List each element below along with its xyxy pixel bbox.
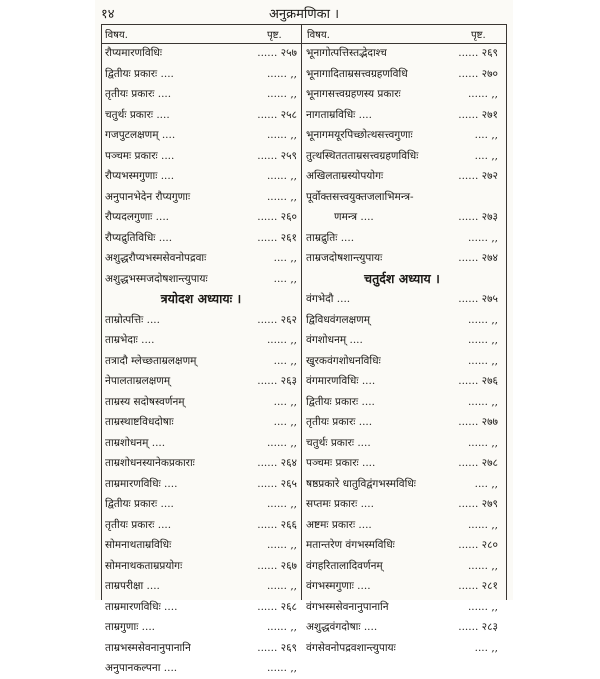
entry-page: ...... ,, xyxy=(467,231,498,244)
chapter-heading xyxy=(101,289,301,310)
entry-page: ...... २५९ xyxy=(257,149,297,162)
index-entry xyxy=(101,166,301,187)
chapter-heading xyxy=(302,269,502,290)
entry-subject: तुत्थस्थिततताम्रसत्त्वग्रहणविधिः xyxy=(306,149,419,162)
left-column xyxy=(101,43,301,679)
right-border xyxy=(506,24,507,600)
entry-subject: अशुद्धवंगदोषाः .... xyxy=(306,621,378,633)
index-entry xyxy=(101,269,301,290)
entry-subject: पञ्चमः प्रकारः .... xyxy=(306,457,376,469)
entry-page: .... ,, xyxy=(474,477,498,490)
entry-page: ...... ,, xyxy=(467,559,498,572)
entry-page: .... ,, xyxy=(273,395,297,408)
entry-subject: द्वितीयः प्रकारः .... xyxy=(105,498,174,510)
index-entry xyxy=(101,617,301,638)
entry-subject: अनुपानकल्पना .... xyxy=(105,662,178,674)
entry-subject: ताम्रशोधनम् .... xyxy=(105,436,166,449)
entry-subject: णमन्त्र .... xyxy=(334,211,374,223)
index-entry xyxy=(101,474,301,495)
entry-subject: वंगमारणविधिः .... xyxy=(306,375,376,387)
entry-subject: तृतीयः प्रकारः .... xyxy=(105,518,172,531)
index-entry xyxy=(101,64,301,85)
index-entry xyxy=(101,433,301,454)
index-entry xyxy=(302,166,502,187)
index-entry xyxy=(302,433,502,454)
index-entry xyxy=(101,658,301,679)
entry-subject: सोमनाथकताम्रप्रयोगः xyxy=(105,559,183,572)
index-entry xyxy=(101,187,301,208)
entry-page: ...... २६२ xyxy=(257,313,297,326)
index-entry xyxy=(101,453,301,474)
entry-page: ...... ,, xyxy=(467,313,498,326)
entry-page: ...... २७७ xyxy=(458,416,498,428)
index-entry xyxy=(302,617,502,638)
entry-page: ...... ,, xyxy=(266,334,297,346)
index-entry xyxy=(101,412,301,433)
entry-page: ...... २६० xyxy=(257,211,297,223)
entry-page: ...... २६४ xyxy=(257,457,297,469)
index-entry xyxy=(101,146,301,167)
entry-page: ...... २७५ xyxy=(458,293,498,305)
index-entry xyxy=(302,125,502,146)
entry-page: ...... ,, xyxy=(266,662,297,674)
index-entry xyxy=(302,43,502,64)
index-entry xyxy=(302,453,502,474)
entry-page: ...... २५८ xyxy=(257,108,297,121)
entry-page: ...... ,, xyxy=(266,88,297,100)
entry-page: ...... ,, xyxy=(266,67,297,80)
entry-subject: अशुद्धभस्मजदोषशान्त्युपायः xyxy=(105,272,208,285)
entry-page: .... ,, xyxy=(273,272,297,285)
entry-subject: ताम्रद्रुतिः .... xyxy=(306,231,355,244)
entry-page: ...... २८३ xyxy=(458,621,498,633)
right-subject-header: विषय. xyxy=(307,30,330,41)
entry-page: ...... २६९ xyxy=(257,641,297,654)
entry-page: ...... २७१ xyxy=(458,108,498,121)
entry-subject: अनुपानभेदेन रौप्यगुणाः xyxy=(105,190,191,203)
entry-page: ...... ,, xyxy=(266,498,297,510)
entry-subject: द्विविधवंगलक्षणम् xyxy=(306,313,371,326)
left-subject-header: विषय. xyxy=(105,30,128,41)
entry-subject: वंगभस्मसेवनानुपानानि xyxy=(306,600,389,613)
entry-subject: भूनागसत्त्वग्रहणस्य प्रकारः xyxy=(306,88,401,100)
index-entry xyxy=(101,310,301,331)
entry-subject: ताम्रमारणविधिः .... xyxy=(105,600,178,613)
index-entry xyxy=(101,351,301,372)
entry-page: ...... २७४ xyxy=(458,252,498,264)
index-entry xyxy=(302,187,502,208)
entry-subject: रौप्यदलगुणाः .... xyxy=(105,211,169,223)
entry-page: ...... ,, xyxy=(467,354,498,367)
index-entry xyxy=(302,535,502,556)
index-entry xyxy=(302,392,502,413)
entry-subject: वंगहरितालादिवर्णनम् xyxy=(306,559,383,572)
index-page xyxy=(95,0,513,674)
right-column xyxy=(302,43,502,658)
index-entry xyxy=(101,248,301,269)
index-entry xyxy=(302,515,502,536)
entry-subject: अशुद्धरौप्यभस्मसेवनोपद्रवाः xyxy=(105,252,207,264)
entry-subject: नेपालताम्रलक्षणम् xyxy=(105,375,171,387)
entry-subject: ताम्रस्य सदोषस्वर्णनम् xyxy=(105,395,185,408)
index-entry xyxy=(101,494,301,515)
entry-subject: अष्टमः प्रकारः .... xyxy=(306,518,372,531)
index-entry xyxy=(101,330,301,351)
entry-subject: ताम्रोत्पत्तिः .... xyxy=(105,313,160,326)
index-entry xyxy=(302,64,502,85)
entry-subject: गजपुटलक्षणम् .... xyxy=(105,129,176,141)
page-header xyxy=(95,4,513,24)
entry-subject: भूनागमयूरपिच्छोत्थसत्त्वगुणाः xyxy=(306,129,413,141)
entry-subject: तत्रादौ म्लेच्छताम्रलक्षणम् xyxy=(105,354,197,367)
entry-page: ...... ,, xyxy=(266,170,297,182)
index-entry xyxy=(101,105,301,126)
index-entry xyxy=(302,371,502,392)
entry-subject: ताम्रस्थाष्टविधदोषाः xyxy=(105,416,174,428)
index-entry xyxy=(302,289,502,310)
page-number: १४ xyxy=(101,7,115,22)
entry-page: ...... २७० xyxy=(458,67,498,80)
index-entry xyxy=(101,84,301,105)
entry-page: ...... २५७ xyxy=(257,47,297,59)
entry-subject: पञ्चमः प्रकारः .... xyxy=(105,149,175,162)
entry-subject: चतुर्थः प्रकारः .... xyxy=(105,108,170,121)
index-entry xyxy=(302,105,502,126)
entry-subject: ताम्रगुणाः .... xyxy=(105,621,156,633)
right-page-header: पृष्ट. xyxy=(471,30,486,41)
entry-subject: वंगभस्मगुणाः .... xyxy=(306,580,371,592)
index-entry xyxy=(302,638,502,659)
chapter-title: त्रयोदश अध्यायः । xyxy=(160,291,242,306)
index-entry xyxy=(101,556,301,577)
entry-page: ...... ,, xyxy=(467,334,498,346)
index-entry xyxy=(101,125,301,146)
index-entry xyxy=(101,371,301,392)
entry-page: ...... ,, xyxy=(266,621,297,633)
entry-subject: रौप्यमारणविधिः xyxy=(105,47,163,59)
index-entry xyxy=(101,576,301,597)
entry-subject: ताम्रभेदाः .... xyxy=(105,334,155,346)
entry-page: .... ,, xyxy=(474,149,498,162)
index-entry xyxy=(302,494,502,515)
entry-subject: अखिलताम्रस्योपयोगः xyxy=(306,170,384,182)
entry-subject: वंगसेवनोपद्रवशान्त्युपायः xyxy=(306,641,396,654)
index-entry xyxy=(302,146,502,167)
entry-subject: ताम्रमारणविधिः .... xyxy=(105,477,178,490)
entry-page: ...... २६९ xyxy=(458,47,498,59)
entry-subject: द्वितीयः प्रकारः .... xyxy=(306,395,375,408)
entry-subject: षष्ठप्रकारे धातुविद्वंगभस्मविधिः xyxy=(306,477,416,490)
index-entry xyxy=(101,207,301,228)
top-rule xyxy=(101,24,507,25)
entry-subject: सोमनाथताम्रविधिः xyxy=(105,539,172,551)
entry-subject: वंगभेदौ .... xyxy=(306,293,351,305)
entry-page: .... ,, xyxy=(273,354,297,367)
entry-page: ...... ,, xyxy=(266,539,297,551)
entry-page: ...... २६३ xyxy=(257,375,297,387)
index-entry xyxy=(302,84,502,105)
index-entry xyxy=(101,515,301,536)
index-entry xyxy=(101,638,301,659)
entry-subject: ताम्रभस्मसेवनानुपानानि xyxy=(105,641,191,654)
index-entry xyxy=(302,207,502,228)
entry-page: .... ,, xyxy=(474,129,498,141)
index-entry xyxy=(101,535,301,556)
entry-page: ...... ,, xyxy=(467,436,498,449)
entry-page: ...... ,, xyxy=(467,88,498,100)
entry-page: ...... २७८ xyxy=(458,457,498,469)
index-entry xyxy=(101,392,301,413)
entry-subject: वंगशोधनम् .... xyxy=(306,334,363,346)
index-entry xyxy=(302,474,502,495)
entry-subject: ताम्रशोधनस्यानेकप्रकाराः xyxy=(105,457,195,469)
entry-page: ...... २७६ xyxy=(458,375,498,387)
chapter-title: चतुर्दश अध्याय । xyxy=(364,270,440,286)
entry-page: ...... ,, xyxy=(467,395,498,408)
left-page-header: पृष्ट. xyxy=(267,30,282,41)
index-entry xyxy=(302,576,502,597)
entry-subject: रौप्यभस्मगुणाः .... xyxy=(105,170,175,182)
index-entry xyxy=(302,248,502,269)
entry-page: ...... २६५ xyxy=(257,477,297,490)
entry-subject: ताम्रजदोषशान्त्युपायः xyxy=(306,252,383,264)
index-entry xyxy=(101,43,301,64)
entry-page: .... ,, xyxy=(273,416,297,428)
entry-page: ...... २७९ xyxy=(458,498,498,510)
entry-subject: तृतीयः प्रकारः .... xyxy=(105,88,172,100)
index-entry xyxy=(101,228,301,249)
entry-page: ...... २६८ xyxy=(257,600,297,613)
index-entry xyxy=(302,330,502,351)
entry-page: ...... २६६ xyxy=(257,518,297,531)
entry-page: ...... ,, xyxy=(266,436,297,449)
entry-subject: रौप्यद्रुतिविधिः .... xyxy=(105,231,173,244)
entry-subject: ताम्रपरीक्षा .... xyxy=(105,580,160,592)
entry-subject: भूनागोत्पत्तिस्तद्भेदाश्च xyxy=(306,47,387,59)
entry-subject: सप्तमः प्रकारः .... xyxy=(306,498,374,510)
entry-page: ...... २८० xyxy=(458,539,498,551)
entry-page: ...... ,, xyxy=(266,190,297,203)
entry-page: ...... ,, xyxy=(467,518,498,531)
entry-page: ...... ,, xyxy=(266,129,297,141)
entry-page: ...... २६७ xyxy=(257,559,297,572)
index-entry xyxy=(302,310,502,331)
entry-subject: पूर्वोक्तसत्त्वयुक्तजलाभिमन्त्र- xyxy=(306,190,414,203)
entry-page: ...... २७२ xyxy=(458,170,498,182)
entry-page: ...... २६१ xyxy=(257,231,297,244)
index-entry xyxy=(302,351,502,372)
page-title: अनुक्रमणिका । xyxy=(268,7,340,22)
entry-page: ...... ,, xyxy=(266,580,297,592)
entry-page: .... ,, xyxy=(474,641,498,654)
index-entry xyxy=(302,412,502,433)
index-entry xyxy=(302,228,502,249)
entry-page: ...... २८१ xyxy=(458,580,498,592)
entry-subject: भूनागादिताम्रसत्त्वग्रहणविधि xyxy=(306,67,408,80)
entry-subject: द्वितीयः प्रकारः .... xyxy=(105,67,174,80)
entry-subject: खुरकवंगशोधनविधिः xyxy=(306,354,381,367)
index-entry xyxy=(302,556,502,577)
entry-subject: नागताम्रविधिः .... xyxy=(306,108,372,121)
entry-page: .... ,, xyxy=(273,252,297,264)
entry-page: ...... २७३ xyxy=(458,211,498,223)
entry-subject: चतुर्थः प्रकारः .... xyxy=(306,436,371,449)
entry-subject: मतान्तरेण वंगभस्मविधिः xyxy=(306,539,395,551)
entry-subject: तृतीयः प्रकारः .... xyxy=(306,416,373,428)
entry-page: ...... ,, xyxy=(467,600,498,613)
